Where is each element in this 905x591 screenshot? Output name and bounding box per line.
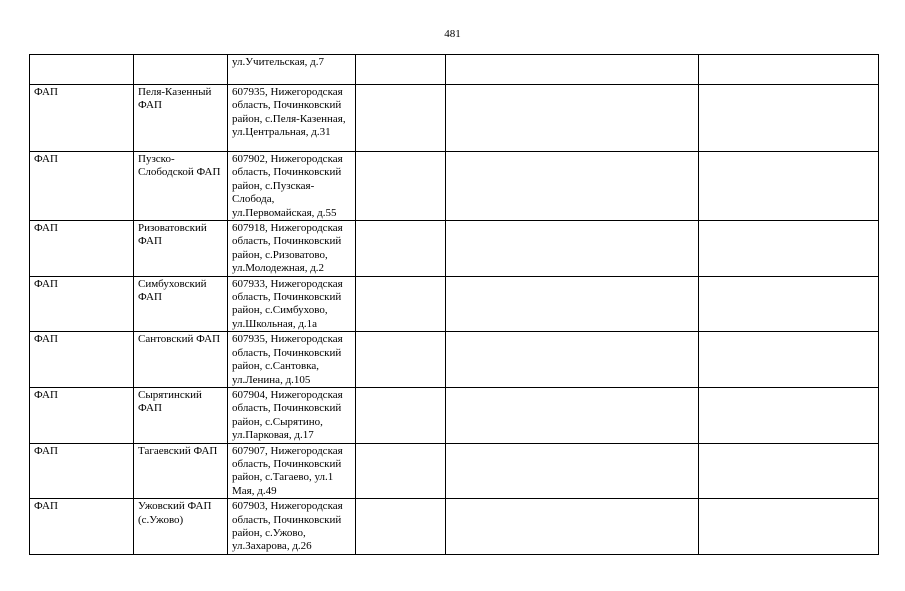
cell-address: 607918, Нижегородская область, Починковский район, с.Ризоватово, ул.Молодежная, д.2: [228, 221, 356, 277]
cell-type: ФАП: [30, 443, 134, 499]
cell-type: ФАП: [30, 276, 134, 332]
table-row: [30, 499, 879, 555]
cell-type: ФАП: [30, 85, 134, 152]
cell-name: Сантовский ФАП: [134, 332, 228, 388]
cell-address: 607935, Нижегородская область, Починковский район, с.Пеля-Казенная, ул.Центральная, д.31: [228, 85, 356, 152]
cell-empty: [699, 387, 879, 443]
cell-address: 607933, Нижегородская область, Починковский район, с.Симбухово, ул.Школьная, д.1а: [228, 276, 356, 332]
cell-type: ФАП: [30, 332, 134, 388]
cell-name: Ризоватовский ФАП: [134, 221, 228, 277]
cell-name: Симбуховский ФАП: [134, 276, 228, 332]
cell-empty: [446, 443, 699, 499]
cell-name: Пузско-Слободской ФАП: [134, 152, 228, 221]
table-row: [30, 85, 879, 152]
table-row: [30, 152, 879, 221]
cell-address: 607907, Нижегородская область, Починковский район, с.Тагаево, ул.1 Мая, д.49: [228, 443, 356, 499]
cell-empty: [446, 499, 699, 555]
cell-name: Сырятинский ФАП: [134, 387, 228, 443]
cell-empty: [356, 55, 446, 85]
cell-empty: [446, 85, 699, 152]
cell-address: 607903, Нижегородская область, Починковский район, с.Ужово, ул.Захарова, д.26: [228, 499, 356, 555]
cell-empty: [699, 85, 879, 152]
cell-empty: [699, 443, 879, 499]
cell-empty: [446, 332, 699, 388]
table-row: [30, 221, 879, 277]
cell-empty: [446, 276, 699, 332]
cell-name: [134, 55, 228, 85]
cell-empty: [356, 332, 446, 388]
cell-empty: [699, 332, 879, 388]
facilities-table: [29, 54, 879, 555]
table-row: [30, 276, 879, 332]
cell-type: ФАП: [30, 221, 134, 277]
cell-address: 607904, Нижегородская область, Починковский район, с.Сырятино, ул.Парковая, д.17: [228, 387, 356, 443]
table-row: [30, 443, 879, 499]
cell-empty: [446, 221, 699, 277]
cell-empty: [356, 85, 446, 152]
cell-empty: [356, 221, 446, 277]
cell-name: Пеля-Казенный ФАП: [134, 85, 228, 152]
cell-type: ФАП: [30, 152, 134, 221]
cell-empty: [446, 152, 699, 221]
page-number: 481: [444, 28, 461, 40]
cell-empty: [356, 499, 446, 555]
cell-empty: [356, 443, 446, 499]
table-row: [30, 387, 879, 443]
cell-name: Тагаевский ФАП: [134, 443, 228, 499]
cell-empty: [446, 55, 699, 85]
cell-empty: [356, 276, 446, 332]
cell-type: [30, 55, 134, 85]
cell-address: 607935, Нижегородская область, Починковский район, с.Сантовка, ул.Ленина, д.105: [228, 332, 356, 388]
cell-empty: [699, 221, 879, 277]
cell-empty: [356, 387, 446, 443]
cell-empty: [356, 152, 446, 221]
cell-empty: [699, 55, 879, 85]
cell-empty: [699, 276, 879, 332]
cell-empty: [446, 387, 699, 443]
cell-type: ФАП: [30, 387, 134, 443]
cell-empty: [699, 499, 879, 555]
cell-address: ул.Учительская, д.7: [228, 55, 356, 85]
cell-type: ФАП: [30, 499, 134, 555]
cell-address: 607902, Нижегородская область, Починковский район, с.Пузская-Слобода, ул.Первомайская, д.55: [228, 152, 356, 221]
cell-empty: [699, 152, 879, 221]
table-row-continuation: [30, 55, 879, 85]
table-row: [30, 332, 879, 388]
cell-name: Ужовский ФАП (с.Ужово): [134, 499, 228, 555]
